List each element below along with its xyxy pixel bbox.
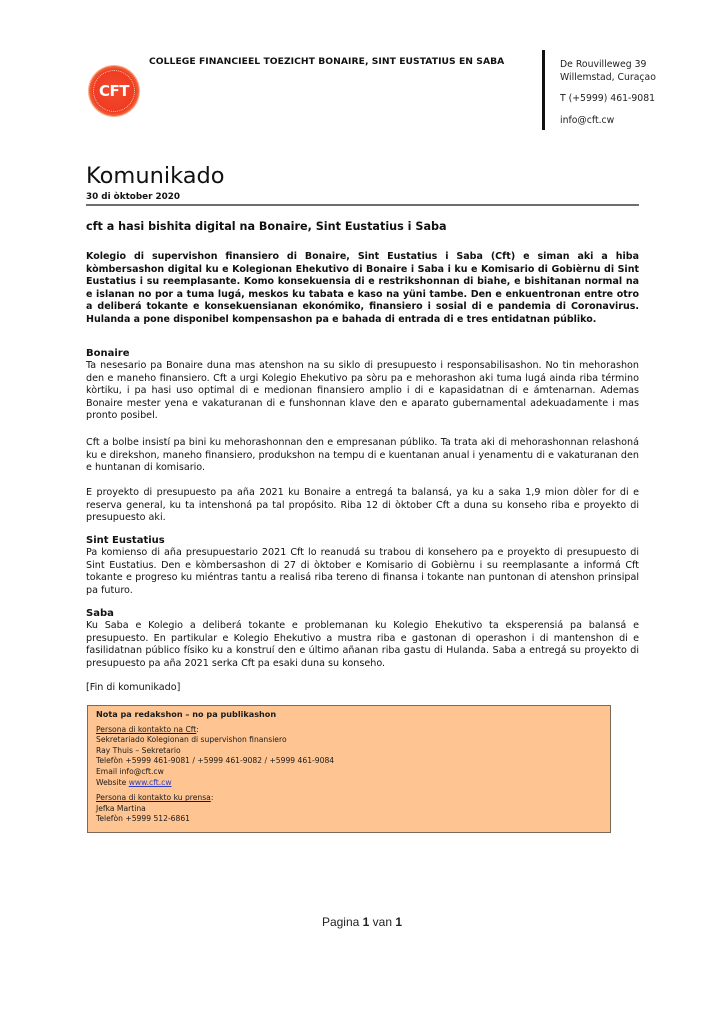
press-name: Jefka Martina (96, 803, 146, 813)
contact-cft-label: Persona di kontakto na Cft (96, 724, 197, 734)
page-footer (0, 915, 724, 929)
website-label: Website (96, 777, 129, 787)
address-email: info@cft.cw (560, 114, 615, 126)
press-phone: Telefòn +5999 512-6861 (96, 814, 191, 824)
note-heading: Nota pa redakshon – no pa publikashon (96, 709, 277, 719)
contact-press-label: Persona di kontakto ku prensa (96, 793, 211, 803)
contact-email: Email info@cft.cw (96, 766, 164, 776)
title-divider (86, 204, 639, 206)
address-line2: Willemstad, Curaçao (560, 71, 656, 83)
website-link[interactable]: www.cft.cw (128, 777, 172, 787)
website-line (96, 778, 334, 789)
section-heading-sint-eustatius: Sint Eustatius (86, 535, 165, 546)
bonaire-paragraph-1: Ta nesesario pa Bonaire duna mas atenshon na su siklo di presupuesto i responsabilisashon. No tin mehorashon den e maneho finansiero. Cft a urgi Kolegio Ehekutivo pa sòru pa e mehorashon aki tuma lugá ainda riba término kòrtiku, i pa hasi uso optimal di e medionan finansiero amplio i di e kapasidatnan di e ámtenarnan. Ademas Bonaire mester yena e vakaturanan di e funshonnan klave den e aparato gubernamental adekuadamente i mas pronto posibel. (86, 360, 639, 422)
headline: cft a hasi bishita digital na Bonaire, Sint Eustatius i Saba (86, 220, 447, 233)
bonaire-paragraph-3: E proyekto di presupuesto pa aña 2021 ku Bonaire a entregá ta balansá, ya ku a saka 1,9 mion dòler for di e reserva general, ku ta intenshoná pa tal propósito. Riba 12 di òktober Cft a duna su konseho riba e proyekto di presupuesto aki. (86, 487, 639, 524)
contact-press-label-line (96, 793, 334, 804)
document-date: 30 di òktober 2020 (86, 192, 180, 202)
page-of: van (369, 915, 396, 929)
section-heading-saba: Saba (86, 608, 114, 619)
cft-logo (89, 66, 139, 116)
secretariat: Sekretariado Kolegionan di supervishon finansiero (96, 735, 287, 745)
document-title: Komunikado (86, 163, 225, 189)
contact-cft-label-line (96, 725, 334, 736)
header-divider (542, 50, 545, 130)
sint-eustatius-paragraph: Pa komienso di aña presupuestario 2021 Cft lo reanudá su trabou di konsehero pa e proyekto di presupuesto di Sint Eustatius. Den e kòmbersashon di 27 di òktober e Komisario di Gobièrnu i su reemplasante a informá Cft tokante e progreso ku miéntras tantu a realisá riba tereno di finansa i tokante nan puntonan di atenshon prinsipal pa futuro. (86, 547, 639, 596)
contact-phones: Telefòn +5999 461-9081 / +5999 461-9082 / +5999 461-9084 (96, 756, 335, 766)
contact-press-colon: : (210, 793, 214, 803)
organization-name: COLLEGE FINANCIEEL TOEZICHT BONAIRE, SINT EUSTATIUS EN SABA (149, 56, 505, 67)
logo-text: CFT (99, 82, 129, 100)
section-heading-bonaire: Bonaire (86, 348, 130, 359)
page-current: 1 (362, 915, 370, 929)
secretary: Ray Thuis – Sekretario (96, 745, 181, 755)
page-total: 1 (395, 915, 403, 929)
editorial-note-box (87, 705, 611, 833)
saba-paragraph: Ku Saba e Kolegio a deliberá tokante e problemanan ku Kolegio Ehekutivo ta eksperensiá pa balansá e presupuesto. En partikular e Kolegio Ehekutivo a mustra riba e gastonan di operashon i di mantenshon di e fasilidatnan público físiko ku a konstruí den e último añanan riba gastu di Hulanda. Saba a entregá su proyekto di presupuesto pa aña 2021 serka Cft pa esaki duna su konseho. (86, 620, 639, 669)
bonaire-paragraph-2: Cft a bolbe insistí pa bini ku mehorashonnan den e empresanan públiko. Ta trata aki di mehorashonnan relashoná ku e direkshon, maneho finansiero, produkshon na tempu di e kuentanan anual i yenamentu di e vakaturanan den e huntanan di komisario. (86, 437, 639, 474)
address-phone: T (+5999) 461-9081 (560, 93, 656, 104)
page-label: Pagina (321, 915, 363, 929)
intro-paragraph: Kolegio di supervishon finansiero di Bonaire, Sint Eustatius i Saba (Cft) e siman aki a hiba kòmbersashon digital ku e Kolegionan Ehekutivo di Bonaire i Saba i ku e Komisario di Gobièrnu di Sint Eustatius i su reemplasante. Komo konsekuensia di e restrikshonnan di biahe, e bishitanan normal na e islanan no por a tuma lugá, meskos ku tabata e kaso na yüni tambe. Den e enkuentronan entre otro a deliberá tokante e konsekuensianan ekonómiko, finansiero i sosial di e pandemia di Coronavirus. Hulanda a pone disponibel kompensashon pa e bahada di entrada di e tres entidatnan públiko. (86, 251, 639, 325)
end-marker: [Fin di komunikado] (86, 682, 181, 693)
address-line1: De Rouvilleweg 39 (560, 59, 647, 70)
contact-cft-colon: : (196, 724, 199, 734)
address-block (560, 59, 656, 127)
